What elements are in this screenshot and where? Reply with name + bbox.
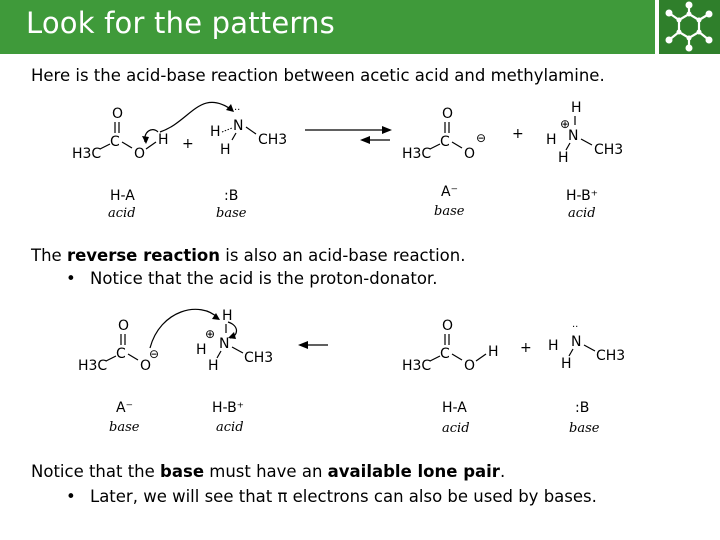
role-acid: acid <box>216 420 244 435</box>
atom-o-anion: O <box>464 146 476 162</box>
group-ch3: CH3 <box>596 348 626 364</box>
atom-h: H <box>210 124 221 140</box>
molecule-icon <box>659 0 720 54</box>
role-acid: acid <box>442 421 470 436</box>
acetic-acid-structure <box>72 106 169 162</box>
atom-c: C <box>110 134 120 150</box>
atom-c: C <box>116 346 126 362</box>
methylamine-structure <box>548 322 625 372</box>
bullet-item: • Notice that the acid is the proton-donator. <box>66 269 438 288</box>
atom-h-acidic: H <box>488 344 499 360</box>
closing-text: Notice that the base must have an available lone pair. <box>31 462 506 481</box>
label-hb-plus: H-B⁺ <box>212 400 245 416</box>
atom-h-top: H <box>571 100 582 116</box>
reverse-intro-text: The reverse reaction is also an acid-base reaction. <box>31 246 466 265</box>
atom-h-bottom: H <box>220 142 231 158</box>
positive-charge: ⊕ <box>560 117 571 131</box>
atom-o-anion: O <box>140 358 152 374</box>
atom-o-hydroxyl: O <box>134 146 146 162</box>
methylamine-structure <box>210 105 287 158</box>
plus-sign: + <box>512 126 524 142</box>
plus-sign: + <box>182 136 194 152</box>
group-h3c: H3C <box>78 358 108 374</box>
acetate-structure <box>402 106 486 162</box>
label-a-minus: A⁻ <box>116 400 133 416</box>
plus-sign: + <box>520 340 532 356</box>
label-hb-plus: H-B⁺ <box>566 188 599 204</box>
negative-charge: ⊖ <box>476 131 487 145</box>
atom-n: N <box>233 118 244 134</box>
atom-h-top: H <box>222 308 233 324</box>
curved-arrow-lone-pair <box>160 102 232 132</box>
label-b: :B <box>575 400 590 416</box>
atom-h-left: H <box>196 342 207 358</box>
atom-h-bottom: H <box>561 356 572 372</box>
group-h3c: H3C <box>402 358 432 374</box>
atom-c: C <box>440 134 450 150</box>
role-base: base <box>109 420 140 435</box>
group-ch3: CH3 <box>244 350 274 366</box>
title-bar <box>0 0 720 54</box>
atom-o: O <box>118 318 130 334</box>
group-ch3: CH3 <box>594 142 624 158</box>
atom-o: O <box>442 318 454 334</box>
reverse-reaction-scheme <box>0 300 720 450</box>
atom-h-left: H <box>548 338 559 354</box>
label-b: :B <box>224 188 239 204</box>
atom-o: O <box>442 106 454 122</box>
lone-pair-term: available lone pair <box>327 462 500 481</box>
negative-charge: ⊖ <box>149 347 160 361</box>
atom-n: N <box>571 334 582 350</box>
svg-text:··: ·· <box>572 322 579 333</box>
label-ha: H-A <box>110 188 135 204</box>
label-ha: H-A <box>442 400 467 416</box>
label-a-minus: A⁻ <box>441 184 458 200</box>
atom-h-bottom: H <box>558 150 569 166</box>
methylammonium-structure <box>546 100 623 166</box>
reverse-reaction-term: reverse reaction <box>66 246 220 265</box>
methylammonium-structure <box>196 308 273 374</box>
intro-text: Here is the acid-base reaction between acetic acid and methylamine. <box>31 66 605 85</box>
atom-o-hydroxyl: O <box>464 358 476 374</box>
atom-n: N <box>219 336 230 352</box>
role-base: base <box>216 206 247 221</box>
role-acid: acid <box>568 206 596 221</box>
role-base: base <box>434 204 465 219</box>
atom-h-left: H <box>546 132 557 148</box>
forward-reaction-scheme <box>0 92 720 232</box>
group-h3c: H3C <box>402 146 432 162</box>
atom-h-bottom: H <box>208 358 219 374</box>
atom-o: O <box>112 106 124 122</box>
group-ch3: CH3 <box>258 132 288 148</box>
bullet-item: • Later, we will see that π electrons can also be used by bases. <box>66 487 597 506</box>
positive-charge: ⊕ <box>205 327 216 341</box>
role-acid: acid <box>108 206 136 221</box>
group-h3c: H3C <box>72 146 102 162</box>
acetic-acid-structure <box>402 318 499 374</box>
atom-c: C <box>440 346 450 362</box>
base-term: base <box>160 462 205 481</box>
atom-h-acidic: H <box>158 132 169 148</box>
atom-n: N <box>568 128 579 144</box>
role-base: base <box>569 421 600 436</box>
acetate-structure <box>78 318 159 374</box>
slide-title: Look for the patterns <box>26 6 335 40</box>
svg-text:··: ·· <box>234 105 241 116</box>
